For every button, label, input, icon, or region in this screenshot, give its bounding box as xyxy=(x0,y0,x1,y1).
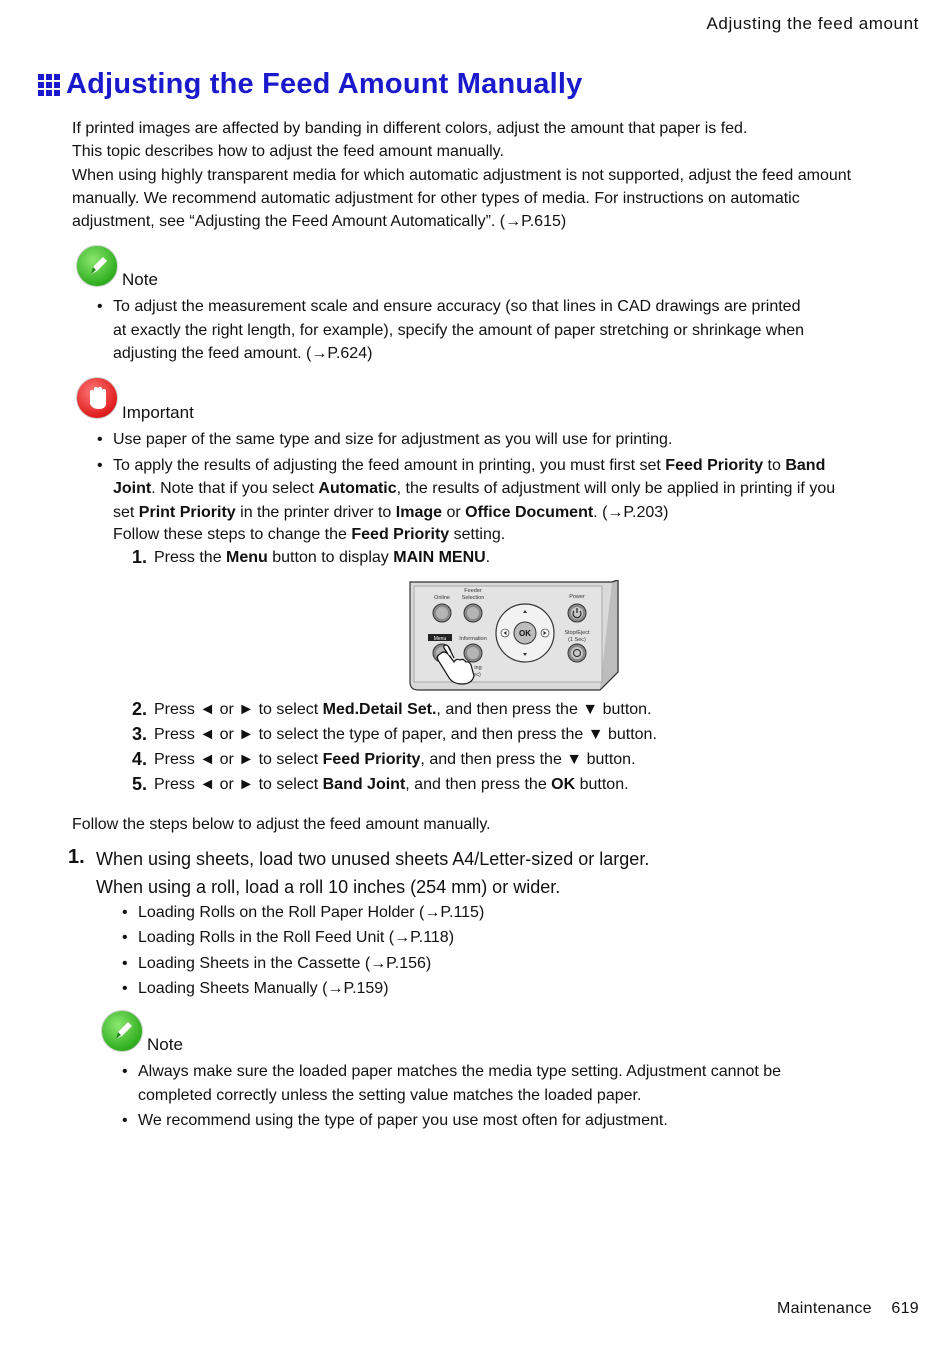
follow-text: Follow the steps below to adjust the feed amount manually. xyxy=(72,816,491,833)
step-number: 2. xyxy=(132,699,148,719)
important-item: • To apply the results of adjusting the feed amount in printing, you must first set Feed Priority to Band Joint. Note that if you select Automatic, the results of adjustment will only be applied in printing if you set Print Priority in the printer driver to Image or Office Document. (→P.203) Follow these steps to change the Feed Priority setting. xyxy=(113,454,835,546)
important-item: • Use paper of the same type and size for adjustment as you will use for printing. xyxy=(113,428,835,452)
main-step-line: When using sheets, load two unused sheets A4/Letter-sized or larger. xyxy=(96,849,650,869)
list-item[interactable]: • Loading Sheets in the Cassette (→P.156) xyxy=(122,954,432,972)
intro-line: If printed images are affected by banding in different colors, adjust the amount that paper is fed. xyxy=(72,120,748,137)
note-item: • We recommend using the type of paper you use most often for adjustment. xyxy=(138,1109,781,1133)
panel-label: Power xyxy=(569,594,585,600)
panel-label: Menu xyxy=(433,636,447,642)
intro-line: manually. We recommend automatic adjustment for other types of media. For instructions on automatic xyxy=(72,189,800,207)
panel-label: OK xyxy=(519,629,531,638)
note-line: Always make sure the loaded paper matches the media type setting. Adjustment cannot be xyxy=(138,1063,782,1080)
note-item: • To adjust the measurement scale and ensure accuracy (so that lines in CAD drawings are printed at exactly the right length, for example), specify the amount of paper stretching or shrinkage when adjusting the feed amount. (→P.624) xyxy=(113,295,804,366)
intro-line: When using highly transparent media for which automatic adjustment is not supported, adjust the feed amount xyxy=(72,166,852,184)
substep-1: 1. Press the Menu button to display MAIN MENU. xyxy=(132,547,491,567)
control-panel-illustration xyxy=(408,580,622,692)
panel-label: Selection xyxy=(461,595,485,601)
step-number: 5. xyxy=(132,774,148,794)
page-title: Adjusting the Feed Amount Manually xyxy=(66,68,583,100)
note-line: completed correctly unless the setting value matches the loaded paper. xyxy=(138,1086,642,1104)
note-line: at exactly the right length, for example), specify the amount of paper stretching or shrinkage when xyxy=(113,321,805,339)
intro-line[interactable]: adjustment, see “Adjusting the Feed Amount Automatically”. (→P.615) xyxy=(72,213,567,231)
note-pencil-icon xyxy=(76,245,118,287)
substep-4: 4. Press ◄ or ► to select Feed Priority, and then press the ▼ button. xyxy=(132,749,636,769)
panel-label: Feeder xyxy=(464,588,482,594)
main-step-1 xyxy=(68,845,650,901)
panel-label: ec) xyxy=(473,672,481,678)
intro-paragraph xyxy=(72,117,851,233)
page-link[interactable]: . (→P.203) xyxy=(593,503,669,521)
main-step-line: When using a roll, load a roll 10 inches (254 mm) or wider. xyxy=(96,877,561,897)
important-line: Joint. Note that if you select Automatic, the results of adjustment will only be applied in printing if you xyxy=(113,480,836,497)
panel-label: Stop/Eject xyxy=(564,630,590,636)
loading-links-list xyxy=(122,900,485,1001)
footer-section: Maintenance xyxy=(776,1300,872,1317)
panel-label: ing xyxy=(474,665,482,671)
page-footer xyxy=(777,1300,919,1318)
panel-label: (1 Sec) xyxy=(568,637,586,643)
list-item[interactable]: • Loading Sheets Manually (→P.159) xyxy=(122,979,389,997)
panel-label: Information xyxy=(459,636,487,642)
note-line[interactable]: adjusting the feed amount. (→P.624) xyxy=(113,345,373,362)
substep-3: 3. Press ◄ or ► to select the type of paper, and then press the ▼ button. xyxy=(132,724,657,744)
step-number: 1. xyxy=(68,846,85,868)
important-label: Important xyxy=(122,403,194,422)
intro-line: This topic describes how to adjust the feed amount manually. xyxy=(72,143,504,161)
running-header: Adjusting the feed amount xyxy=(706,14,919,33)
note-label: Note xyxy=(122,270,158,289)
important-line: set Print Priority in the printer driver to Image or Office Document. (→P.203) xyxy=(113,503,669,521)
list-item[interactable]: • Loading Rolls on the Roll Paper Holder (→P.115) xyxy=(122,904,485,921)
important-line: Follow these steps to change the Feed Priority setting. xyxy=(113,526,506,543)
panel-label: Online xyxy=(434,595,450,601)
note-line: To adjust the measurement scale and ensure accuracy (so that lines in CAD drawings are printed xyxy=(113,298,801,315)
step-number: 1. xyxy=(132,547,148,567)
substep-5: 5. Press ◄ or ► to select Band Joint, and then press the OK button. xyxy=(132,774,629,794)
note-pencil-icon xyxy=(101,1010,143,1052)
note-label: Note xyxy=(147,1035,183,1054)
important-list xyxy=(97,428,836,545)
important-line: To apply the results of adjusting the feed amount in printing, you must first set Feed Priority to Band xyxy=(113,456,826,474)
list-item[interactable]: • Loading Rolls in the Roll Feed Unit (→P.118) xyxy=(122,929,455,947)
step-number: 3. xyxy=(132,724,148,744)
note-line: We recommend using the type of paper you use most often for adjustment. xyxy=(138,1112,668,1129)
substep-2: 2. Press ◄ or ► to select Med.Detail Set., and then press the ▼ button. xyxy=(132,699,652,719)
note-list xyxy=(122,1060,782,1133)
important-line: Use paper of the same type and size for adjustment as you will use for printing. xyxy=(113,431,673,448)
section-title-row xyxy=(38,68,582,101)
important-hand-icon xyxy=(76,377,118,419)
grid-icon xyxy=(38,74,60,96)
note-list xyxy=(97,295,805,366)
page-number: 619 xyxy=(891,1300,919,1317)
step-number: 4. xyxy=(132,749,148,769)
note-item: • Always make sure the loaded paper matches the media type setting. Adjustment cannot be completed correctly unless the setting value matches the loaded paper. xyxy=(138,1060,781,1107)
